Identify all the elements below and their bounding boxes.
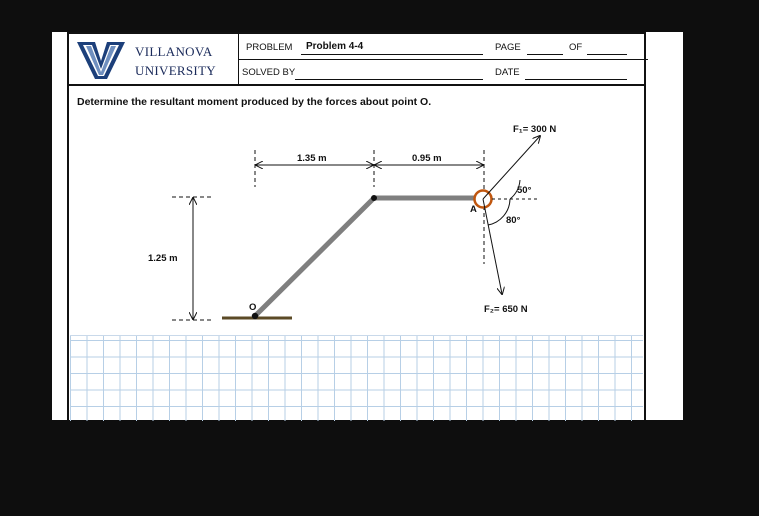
bent-member [255, 198, 483, 316]
point-o-label: O [249, 302, 257, 313]
solved-by-label: SOLVED BY [242, 67, 296, 78]
university-name-line1: VILLANOVA [135, 44, 213, 59]
force-f2-label: F₂= 650 N [484, 304, 528, 315]
point-o-pin [252, 313, 258, 319]
point-a-label: A [470, 204, 477, 215]
force-f1-arrow [483, 136, 540, 199]
dim-label-1-35: 1.35 m [297, 153, 327, 164]
problem-value: Problem 4-4 [306, 41, 364, 52]
date-label: DATE [495, 67, 520, 78]
bend-joint [371, 195, 377, 201]
worksheet [52, 32, 683, 420]
dim-label-1-25: 1.25 m [148, 253, 178, 264]
page-label: PAGE [495, 42, 521, 53]
graph-paper-grid [70, 335, 643, 421]
dim-label-0-95: 0.95 m [412, 153, 442, 164]
angle-label-80: 80° [506, 215, 521, 226]
force-f2-arrow [483, 199, 502, 294]
problem-label: PROBLEM [246, 42, 293, 53]
problem-statement: Determine the resultant moment produced by the forces about point O. [77, 96, 432, 108]
angle-label-50: 50° [517, 185, 532, 196]
force-f1-label: F₁= 300 N [513, 124, 557, 135]
university-name-line2: UNIVERSITY [135, 63, 216, 78]
of-label: OF [569, 42, 583, 53]
